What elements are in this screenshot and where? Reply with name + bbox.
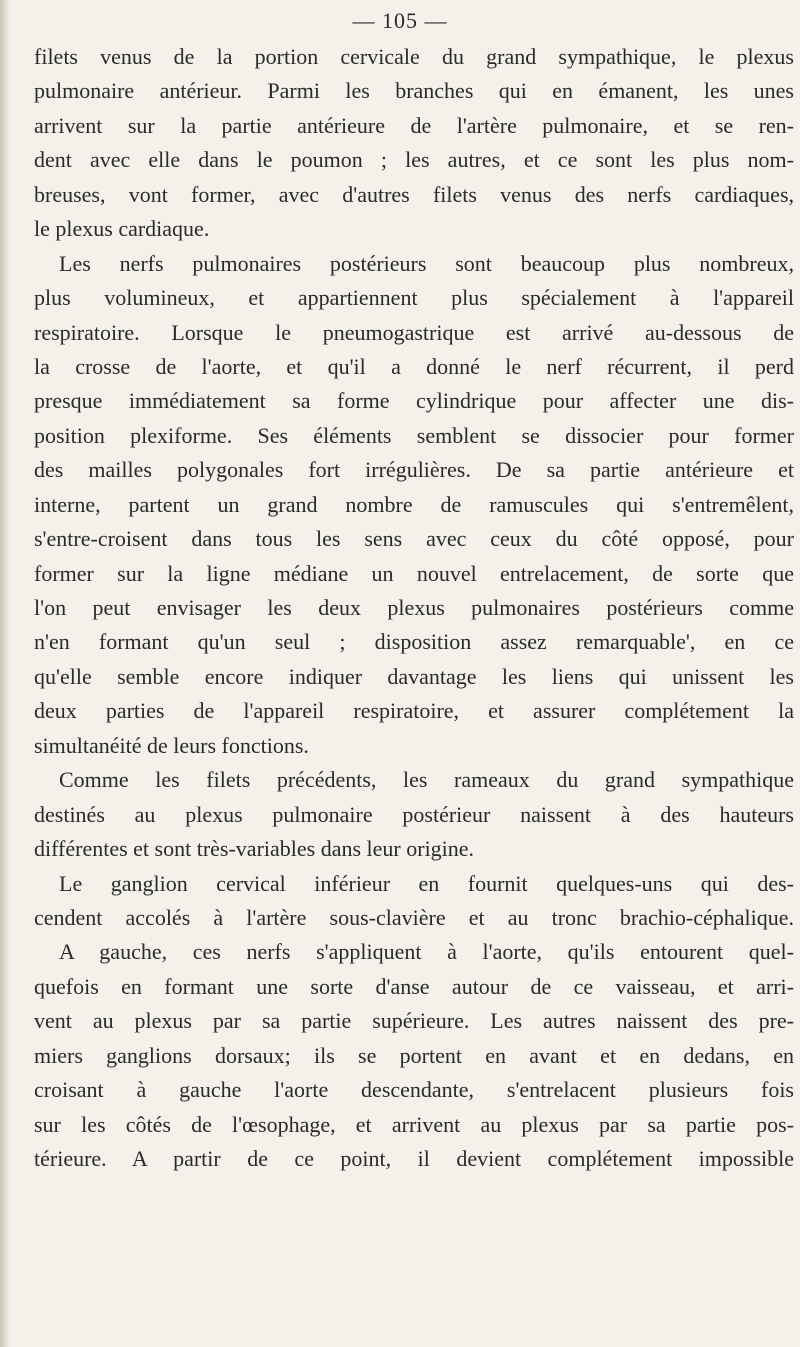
text-line: térieure. A partir de ce point, il devient complétement impossible [34,1146,794,1171]
text-line: Comme les filets précédents, les rameaux du grand sympathique [59,767,794,793]
text-line: interne, partent un grand nombre de ramuscules qui s'entremêlent, [34,491,794,517]
text-line: différentes et sont très-variables dans leur origine. [34,836,475,862]
text-line: position plexiforme. Ses éléments semblent se dissocier pour former [34,422,794,448]
text-line: respiratoire. Lorsque le pneumogastrique est arrivé au-dessous de [34,319,794,345]
text-line: arrivent sur la partie antérieure de l'artère pulmonaire, et se ren- [34,112,794,138]
text-line: Les nerfs pulmonaires postérieurs sont beaucoup plus nombreux, [59,250,794,276]
text-line: filets venus de la portion cervicale du grand sympathique, le plexus [34,44,794,69]
text-line: la crosse de l'aorte, et qu'il a donné le nerf récurrent, il perd [34,353,794,379]
text-line: breuses, vont former, avec d'autres filets venus des nerfs cardiaques, [34,181,794,207]
text-line: cendent accolés à l'artère sous-clavière et au tronc brachio-céphalique. [34,904,794,930]
text-line: miers ganglions dorsaux; ils se portent en avant et en dedans, en [34,1042,794,1068]
text-line: pulmonaire antérieur. Parmi les branches qui en émanent, les unes [34,78,794,104]
text-line: quefois en formant une sorte d'anse autour de ce vaisseau, et arri- [34,973,794,999]
text-line: deux parties de l'appareil respiratoire, et assurer complétement la [34,698,794,724]
text-line: le plexus cardiaque. [34,216,210,242]
text-line: simultanéité de leurs fonctions. [34,732,309,758]
text-line: n'en formant qu'un seul ; disposition assez remarquable', en ce [34,629,794,655]
body-text [34,40,794,1176]
text-line: l'on peut envisager les deux plexus pulmonaires postérieurs comme [34,595,794,620]
page-binding-edge [0,0,10,1347]
text-line: qu'elle semble encore indiquer davantage les liens qui unissent les [34,663,794,689]
text-line: vent au plexus par sa partie supérieure. Les autres naissent des pre- [34,1008,794,1034]
text-line: sur les côtés de l'œsophage, et arrivent au plexus par sa partie pos- [34,1111,794,1137]
page-number: — 105 — [352,8,448,33]
text-line: presque immédiatement sa forme cylindrique pour affecter une dis- [34,388,794,414]
text-line: s'entre-croisent dans tous les sens avec ceux du côté opposé, pour [34,526,794,552]
text-line: plus volumineux, et appartiennent plus spécialement à l'appareil [34,285,794,311]
text-line: destinés au plexus pulmonaire postérieur naissent à des hauteurs [34,801,794,827]
text-line: croisant à gauche l'aorte descendante, s'entrelacent plusieurs fois [34,1077,794,1103]
text-line: former sur la ligne médiane un nouvel entrelacement, de sorte que [34,560,794,586]
text-line: dent avec elle dans le poumon ; les autres, et ce sont les plus nom- [34,147,794,173]
text-line: Le ganglion cervical inférieur en fournit quelques-uns qui des- [59,870,794,896]
text-line: A gauche, ces nerfs s'appliquent à l'aorte, qu'ils entourent quel- [59,939,794,965]
text-line: des mailles polygonales fort irrégulières. De sa partie antérieure et [34,457,794,483]
